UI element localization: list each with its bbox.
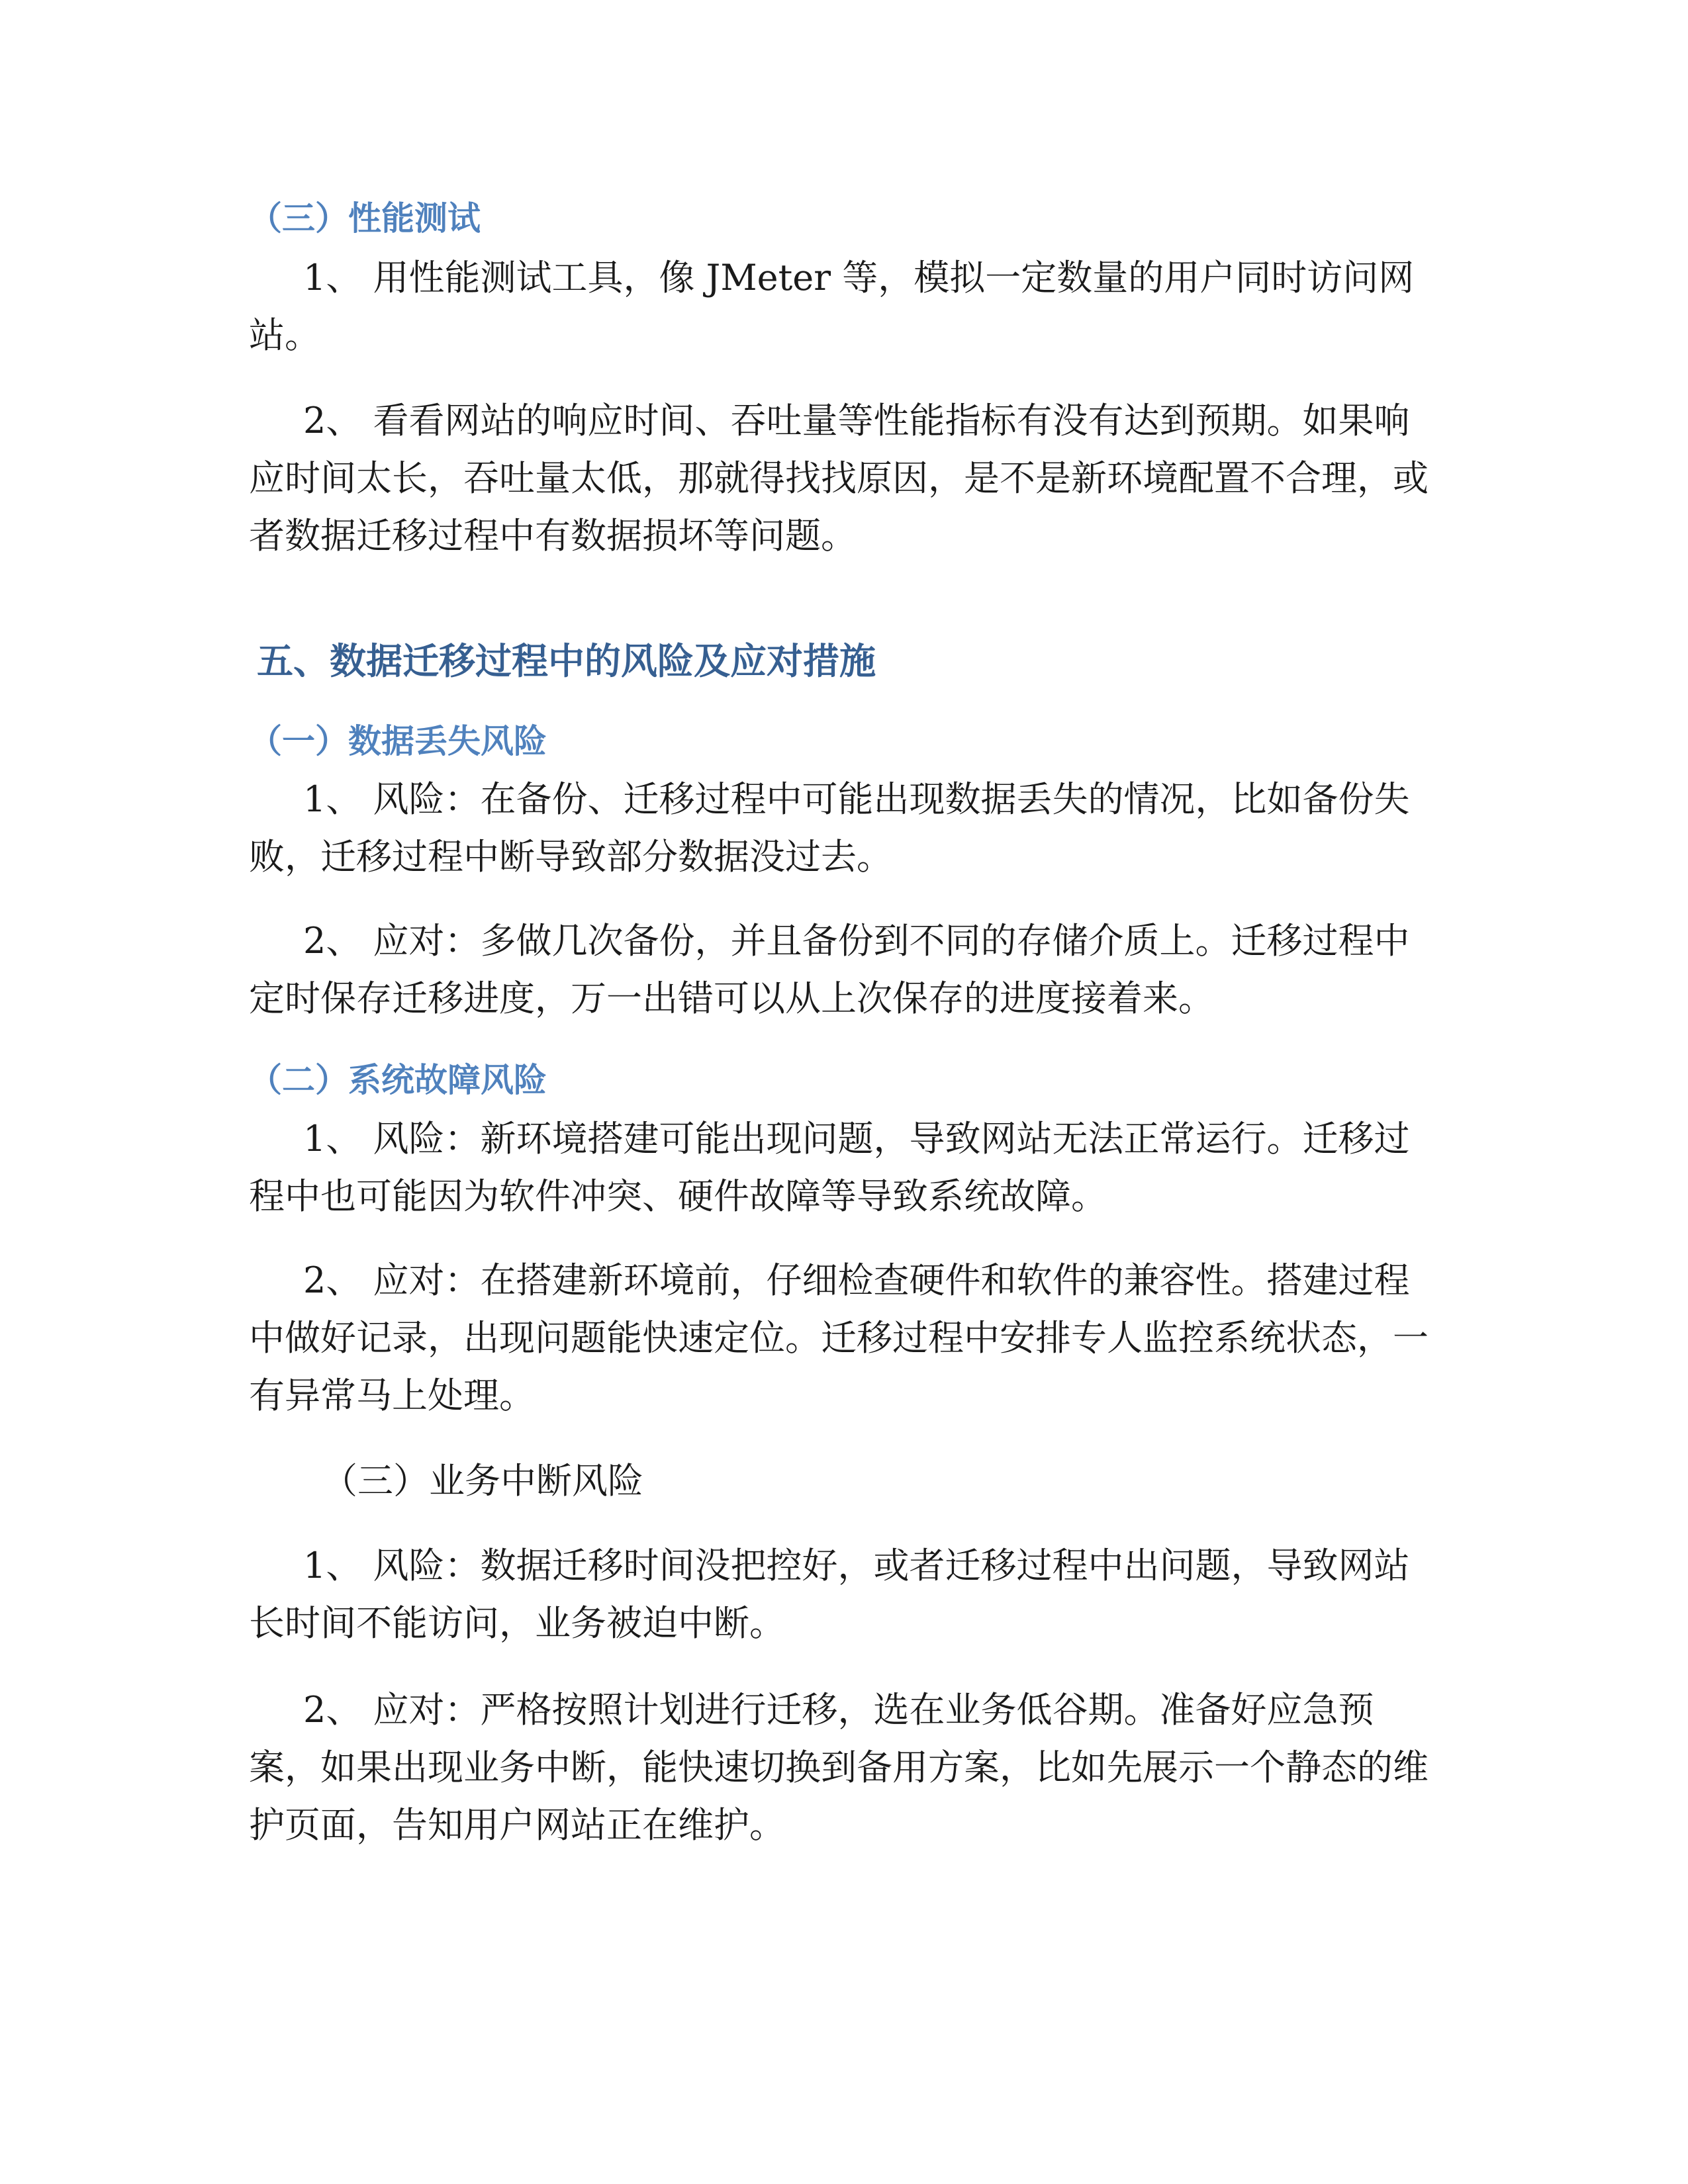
risk-3-paragraph-1 xyxy=(249,1537,1440,1652)
section-3-heading: （三）性能测试 xyxy=(249,199,481,238)
risk-3-paragraph-2-text: 2、 应对：严格按照计划进行迁移，选在业务低谷期。准备好应急预案，如果出现业务中断，能快速切换到备用方案，比如先展示一个静态的维护页面，告知用户网站正在维护。 xyxy=(249,1689,1429,1846)
risk-2-paragraph-2-text: 2、 应对：在搭建新环境前，仔细检查硬件和软件的兼容性。搭建过程中做好记录，出现问题能快速定位。迁移过程中安排专人监控系统状态，一有异常马上处理。 xyxy=(249,1259,1429,1416)
risk-2-paragraph-1 xyxy=(249,1110,1440,1225)
risk-1-paragraph-2 xyxy=(249,912,1440,1027)
section-3-paragraph-1 xyxy=(249,249,1440,364)
risk-2-heading: （二）系统故障风险 xyxy=(249,1061,547,1099)
risk-2-paragraph-1-text: 1、 风险：新环境搭建可能出现问题，导致网站无法正常运行。迁移过程中也可能因为软件冲突、硬件故障等导致系统故障。 xyxy=(249,1118,1410,1217)
risk-3-heading: （三）业务中断风险 xyxy=(322,1460,643,1502)
risk-3-paragraph-1-text: 1、 风险：数据迁移时间没把控好，或者迁移过程中出问题，导致网站长时间不能访问，业务被迫中断。 xyxy=(249,1545,1410,1644)
risk-1-heading: （一）数据丢失风险 xyxy=(249,722,547,760)
risk-1-paragraph-1-text: 1、 风险：在备份、迁移过程中可能出现数据丢失的情况，比如备份失败，迁移过程中断导致部分数据没过去。 xyxy=(249,778,1410,878)
risk-1-paragraph-2-text: 2、 应对：多做几次备份，并且备份到不同的存储介质上。迁移过程中定时保存迁移进度，万一出错可以从上次保存的进度接着来。 xyxy=(249,920,1410,1019)
risk-2-paragraph-2 xyxy=(249,1251,1440,1424)
risk-3-paragraph-2 xyxy=(249,1681,1440,1854)
section-3-paragraph-2-text: 2、 看看网站的响应时间、吞吐量等性能指标有没有达到预期。如果响应时间太长，吞吐量太低，那就得找找原因，是不是新环境配置不合理，或者数据迁移过程中有数据损坏等问题。 xyxy=(249,400,1429,557)
section-3-paragraph-1-text: 1、 用性能测试工具，像 JMeter 等，模拟一定数量的用户同时访问网站。 xyxy=(249,257,1415,356)
section-3-paragraph-2 xyxy=(249,392,1440,565)
chapter-5-heading: 五、数据迁移过程中的风险及应对措施 xyxy=(257,640,876,682)
risk-1-paragraph-1 xyxy=(249,770,1440,886)
